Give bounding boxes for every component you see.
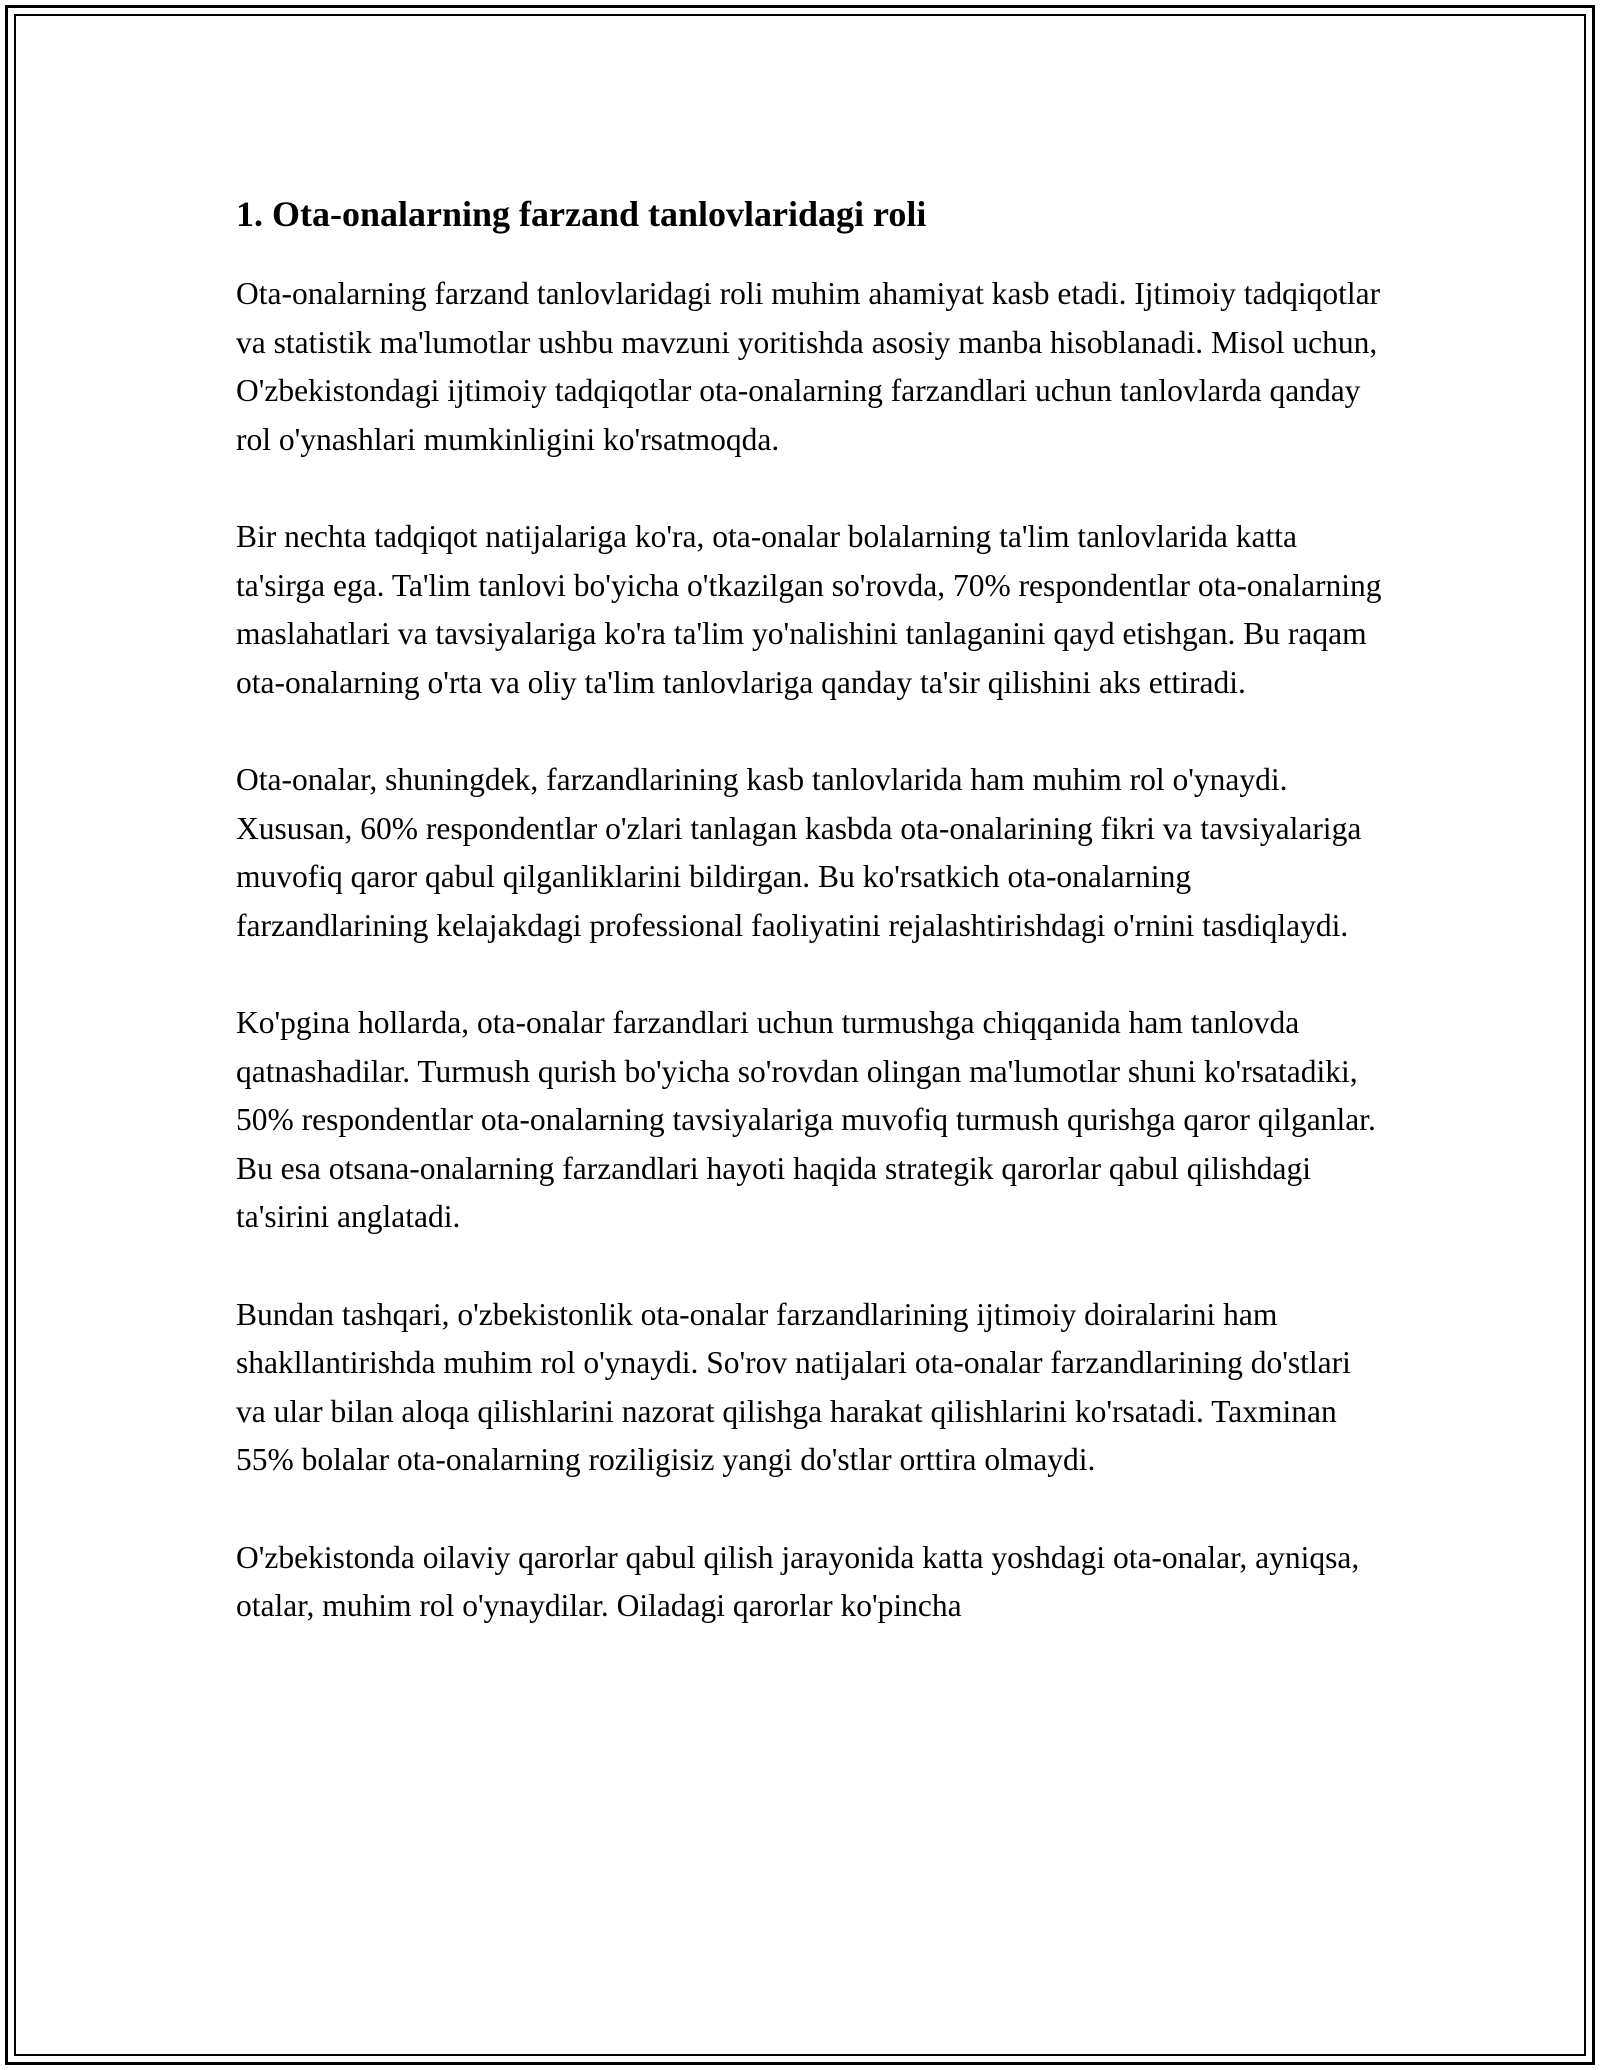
paragraph-marriage-choices: Ko'pgina hollarda, ota-onalar farzandlari uchun turmushga chiqqanida ham tanlovda qatnashadilar. Turmush qurish bo'yicha so'rovdan olingan ma'lumotlar shuni ko'rsatadiki, 50% respondentlar ota-onalarning tavsiyalariga muvofiq turmush qurishga qaror qilganlar. Bu esa otsana-onalarning farzandlari hayoti haqida strategik qarorlar qabul qilishdagi ta'sirini anglatadi. [236,1005,1376,1234]
paragraph-intro: Ota-onalarning farzand tanlovlaridagi roli muhim ahamiyat kasb etadi. Ijtimoiy tadqiqotlar va statistik ma'lumotlar ushbu mavzuni yoritishda asosiy manba hisoblanadi. Misol uchun, O'zbekistondagi ijtimoiy tadqiqotlar ota-onalarning farzandlari uchun tanlovlarda qanday rol o'ynashlari mumkinligini ko'rsatmoqda. [236,276,1381,457]
paragraph-social-circles: Bundan tashqari, o'zbekistonlik ota-onalar farzandlarining ijtimoiy doiralarini ham shakllantirishda muhim rol o'ynaydi. So'rov natijalari ota-onalar farzandlarining do'stlari va ular bilan aloqa qilishlarini nazorat qilishga harakat qilishlarini ko'rsatadi. Taxminan 55% bolalar ota-onalarning roziligisiz yangi do'stlar orttira olmaydi. [236,1296,1351,1477]
section-heading: 1. Ota-onalarning farzand tanlovlaridagi roli [236,194,927,234]
paragraph-education-choices: Bir nechta tadqiqot natijalariga ko'ra, ota-onalar bolalarning ta'lim tanlovlarida katta ta'sirga ega. Ta'lim tanlovi bo'yicha o'tkazilgan so'rovda, 70% respondentlar ota-onalarning maslahatlari va tavsiyalariga ko'ra ta'lim yo'nalishini tanlaganini qayd etishgan. Bu raqam ota-onalarning o'rta va oliy ta'lim tanlovlariga qanday ta'sir qilishini aks ettiradi. [236,519,1382,700]
paragraph-career-choices: Ota-onalar, shuningdek, farzandlarining kasb tanlovlarida ham muhim rol o'ynaydi. Xususan, 60% respondentlar o'zlari tanlagan kasbda ota-onalarining fikri va tavsiyalariga muvofiq qaror qabul qilganliklarini bildirgan. Bu ko'rsatkich ota-onalarning farzandlarining kelajakdagi professional faoliyatini rejalashtirishdagi o'rnini tasdiqlaydi. [236,762,1362,943]
document-body [236,188,1384,1680]
paragraph-family-decisions: O'zbekistonda oilaviy qarorlar qabul qilish jarayonida katta yoshdagi ota-onalar, ayniqsa, otalar, muhim rol o'ynaydilar. Oiladagi qarorlar ko'pincha [236,1539,1360,1623]
